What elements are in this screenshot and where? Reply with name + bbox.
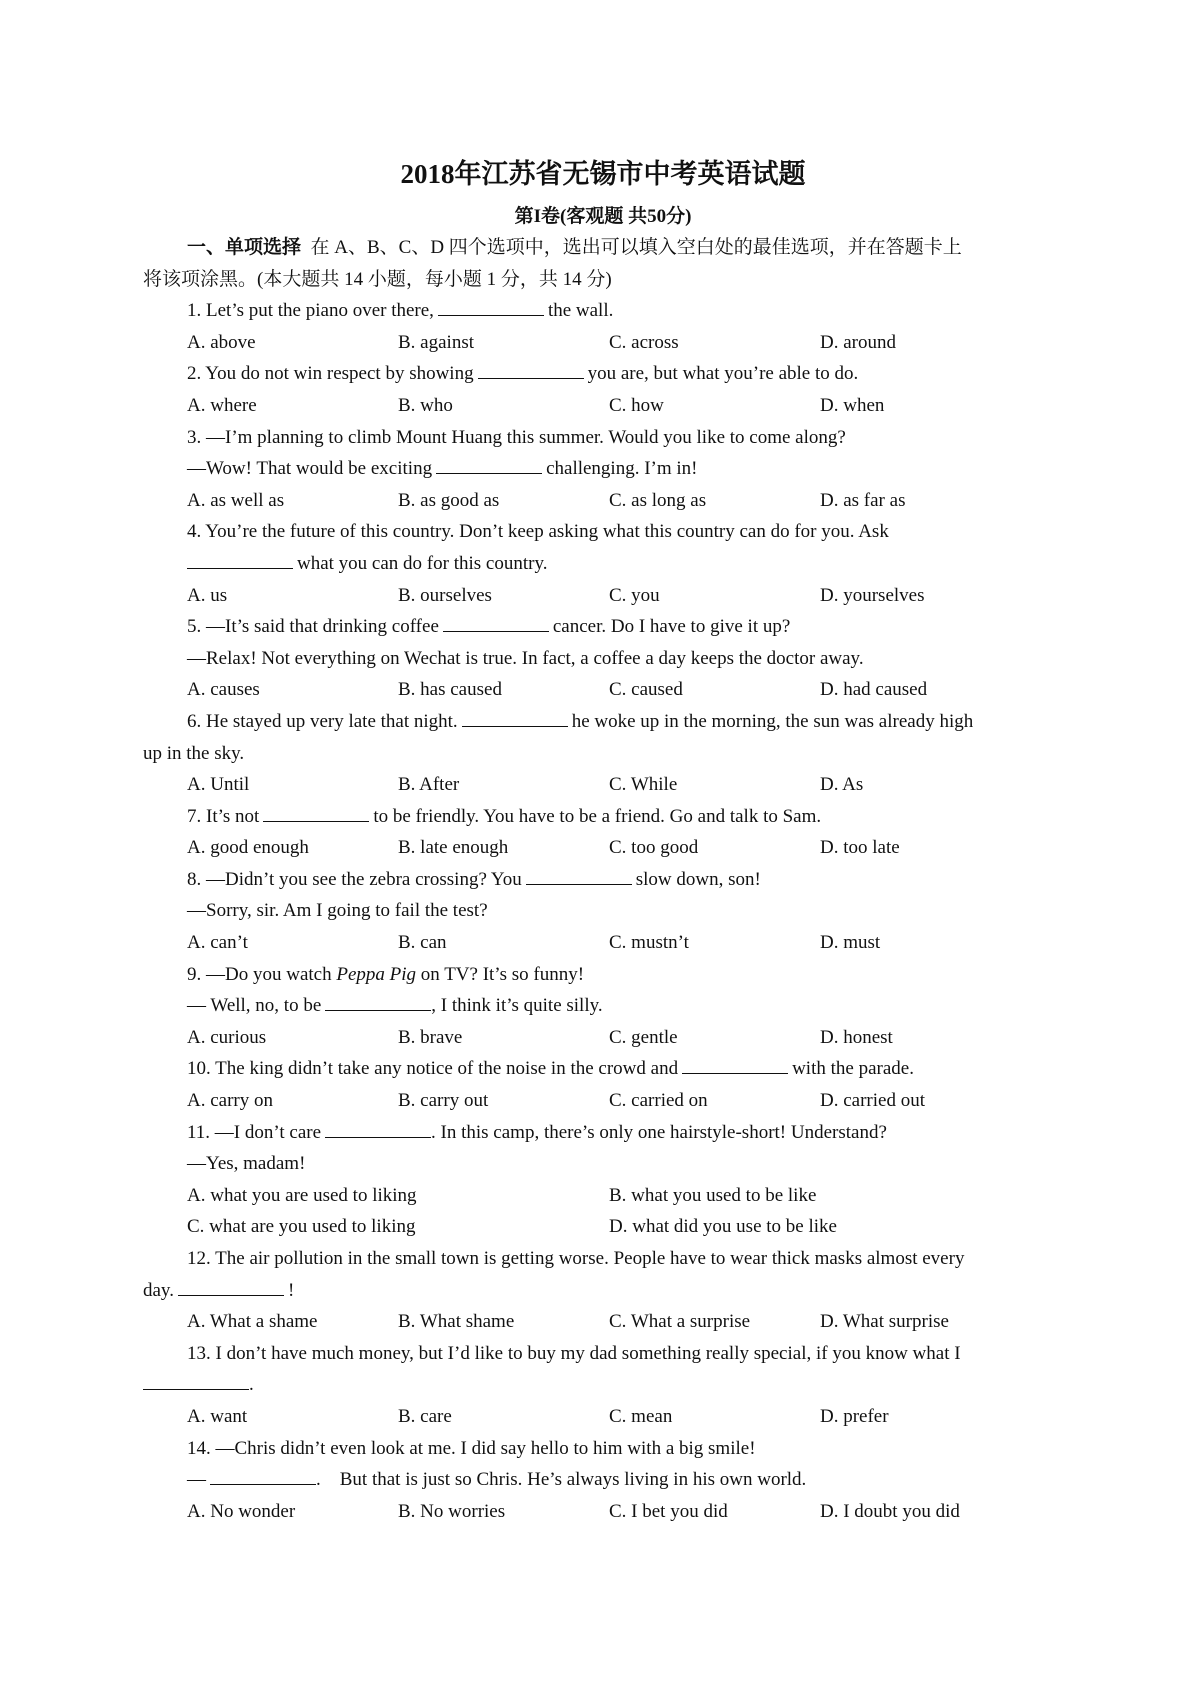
option-d: D. What surprise — [820, 1311, 949, 1333]
option-a: A. good enough — [187, 837, 309, 859]
question-10-options — [143, 1085, 1063, 1117]
question-11: 11. —I don’t care . In this camp, there’s only one hairstyle-short! Understand? — [143, 1117, 1063, 1149]
option-a: A. us — [187, 584, 228, 606]
question-6-options — [143, 769, 1063, 801]
option-b: B. After — [398, 774, 460, 796]
option-d: D. around — [820, 331, 896, 353]
option-a: A. as well as — [187, 489, 285, 511]
option-c: C. mean — [609, 1405, 673, 1427]
option-b: B. No worries — [398, 1500, 506, 1522]
question-9-reply: — Well, no, to be , I think it’s quite silly. — [143, 990, 1063, 1022]
option-a: A. can’t — [187, 932, 248, 954]
option-b: B. as good as — [398, 489, 500, 511]
instruction-text: 在 A、B、C、D 四个选项中，选出可以填入空白处的最佳选项，并在答题卡上 — [310, 237, 962, 258]
question-7-options — [143, 832, 1063, 864]
question-8-options — [143, 927, 1063, 959]
question-4: 4. You’re the future of this country. Don’t keep asking what this country can do for you. Ask — [187, 521, 889, 543]
question-8-reply: —Sorry, sir. Am I going to fail the test? — [187, 900, 488, 922]
section-heading: 一、单项选择 — [187, 237, 302, 258]
question-11-reply: —Yes, madam! — [187, 1153, 306, 1175]
answer-blank — [263, 803, 369, 822]
option-a: A. causes — [187, 679, 260, 701]
show-title: Peppa Pig — [336, 963, 417, 985]
question-5: 5. —It’s said that drinking coffee cancer. Do I have to give it up? — [143, 611, 1063, 643]
option-d: D. must — [820, 932, 881, 954]
question-14: 14. —Chris didn’t even look at me. I did say hello to him with a big smile! — [187, 1437, 756, 1459]
option-d: D. honest — [820, 1026, 893, 1048]
section-instruction — [143, 232, 1063, 264]
question-4-options — [143, 580, 1063, 612]
option-b: B. can — [398, 932, 447, 954]
option-d: D. As — [820, 774, 864, 796]
question-4-cont: what you can do for this country. — [143, 548, 1063, 580]
question-10: 10. The king didn’t take any notice of the noise in the crowd and with the parade. — [143, 1053, 1063, 1085]
option-d: D. I doubt you did — [820, 1500, 960, 1522]
option-c: C. gentle — [609, 1026, 678, 1048]
option-a: A. want — [187, 1405, 248, 1427]
question-1: 1. Let’s put the piano over there, the wall. — [143, 295, 1063, 327]
option-c: C. how — [609, 394, 664, 416]
question-14-options — [143, 1496, 1063, 1528]
question-11-options-ab — [143, 1180, 1063, 1212]
question-5-options — [143, 674, 1063, 706]
question-3-options — [143, 485, 1063, 517]
option-c: C. you — [609, 584, 660, 606]
option-a: A. where — [187, 394, 257, 416]
option-c: C. mustn’t — [609, 932, 689, 954]
answer-blank — [478, 360, 584, 379]
option-a: A. curious — [187, 1026, 267, 1048]
option-b: B. against — [398, 331, 474, 353]
option-b: B. what you used to be like — [609, 1184, 817, 1206]
answer-blank — [187, 550, 293, 569]
option-b: B. who — [398, 394, 453, 416]
option-c: C. too good — [609, 837, 699, 859]
option-c: C. carried on — [609, 1090, 708, 1112]
answer-blank — [325, 992, 431, 1011]
option-a: A. carry on — [187, 1090, 273, 1112]
option-b: B. ourselves — [398, 584, 492, 606]
question-13-options — [143, 1401, 1063, 1433]
option-d: D. too late — [820, 837, 900, 859]
question-9: 9. —Do you watch Peppa Pig on TV? It’s so funny! — [187, 963, 585, 985]
option-c: C. what are you used to liking — [187, 1216, 416, 1238]
question-13-cont: . — [143, 1369, 1063, 1401]
question-2-options — [143, 390, 1063, 422]
answer-blank — [682, 1055, 788, 1074]
option-b: B. carry out — [398, 1090, 489, 1112]
option-c: C. While — [609, 774, 678, 796]
option-a: A. Until — [187, 774, 250, 796]
option-d: D. yourselves — [820, 584, 925, 606]
option-b: B. has caused — [398, 679, 502, 701]
answer-blank — [325, 1119, 431, 1138]
question-12-options — [143, 1306, 1063, 1338]
option-a: A. No wonder — [187, 1500, 296, 1522]
option-d: D. prefer — [820, 1405, 889, 1427]
option-a: A. above — [187, 331, 256, 353]
answer-blank — [436, 455, 542, 474]
option-d: D. as far as — [820, 489, 906, 511]
option-d: D. had caused — [820, 679, 928, 701]
option-c: C. across — [609, 331, 679, 353]
question-12: 12. The air pollution in the small town is getting worse. People have to wear thick masks almost every — [187, 1248, 965, 1269]
instruction-text-cont: 将该项涂黑。(本大题共 14 小题，每小题 1 分，共 14 分) — [143, 268, 612, 290]
question-8: 8. —Didn’t you see the zebra crossing? You slow down, son! — [143, 864, 1063, 896]
option-d: D. what did you use to be like — [609, 1216, 837, 1238]
option-c: C. caused — [609, 679, 683, 701]
option-c: C. What a surprise — [609, 1311, 751, 1333]
answer-blank — [462, 708, 568, 727]
question-1-options — [143, 327, 1063, 359]
question-7: 7. It’s not to be friendly. You have to be a friend. Go and talk to Sam. — [143, 801, 1063, 833]
question-3: 3. —I’m planning to climb Mount Huang this summer. Would you like to come along? — [187, 426, 846, 448]
answer-blank — [143, 1371, 249, 1390]
option-d: D. when — [820, 394, 885, 416]
document-body — [143, 158, 1063, 1527]
question-2: 2. You do not win respect by showing you are, but what you’re able to do. — [143, 358, 1063, 390]
answer-blank — [210, 1466, 316, 1485]
option-c: C. as long as — [609, 489, 707, 511]
question-12-cont: day. ! — [143, 1275, 1063, 1307]
exam-title: 2018年江苏省无锡市中考英语试题 — [400, 159, 806, 189]
question-3-reply: —Wow! That would be exciting challenging. I’m in! — [143, 453, 1063, 485]
question-6: 6. He stayed up very late that night. he woke up in the morning, the sun was already high — [143, 706, 1063, 738]
question-5-reply: —Relax! Not everything on Wechat is true. In fact, a coffee a day keeps the doctor away. — [187, 647, 864, 669]
answer-blank — [178, 1277, 284, 1296]
option-c: C. I bet you did — [609, 1500, 728, 1522]
option-b: B. care — [398, 1405, 452, 1427]
question-14-reply: — . But that is just so Chris. He’s always living in his own world. — [143, 1464, 1063, 1496]
answer-blank — [443, 613, 549, 632]
answer-blank — [526, 866, 632, 885]
option-a: A. what you are used to liking — [187, 1184, 417, 1206]
option-b: B. What shame — [398, 1311, 515, 1333]
option-a: A. What a shame — [187, 1311, 318, 1333]
question-13: 13. I don’t have much money, but I’d like to buy my dad something really special, if you know what I — [187, 1342, 961, 1364]
answer-blank — [438, 297, 544, 316]
question-9-options — [143, 1022, 1063, 1054]
option-b: B. brave — [398, 1026, 463, 1048]
section-subtitle: 第I卷(客观题 共50分) — [514, 206, 692, 227]
question-11-options-cd — [143, 1211, 1063, 1243]
option-b: B. late enough — [398, 837, 509, 859]
question-6-cont: up in the sky. — [143, 742, 245, 764]
option-d: D. carried out — [820, 1090, 925, 1112]
